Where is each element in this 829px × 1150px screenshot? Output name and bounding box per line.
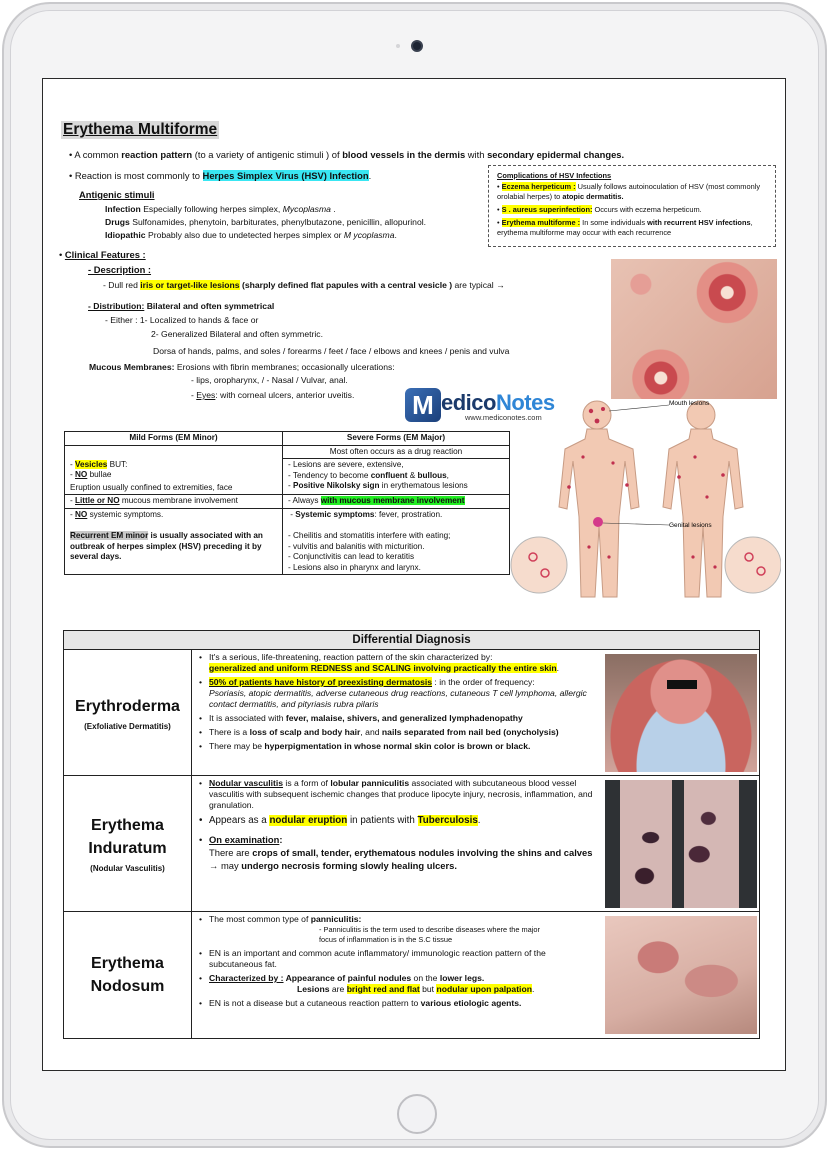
complication-saureus: • S . aureus superinfection: Occurs with eczema herpeticum. (497, 205, 702, 214)
sensor-dot (396, 44, 400, 48)
erythroderma-subtitle: (Exfoliative Dermatitis) (84, 721, 171, 731)
mucous-sites: - lips, oropharynx, / - Nasal / Vulvar, anal. (191, 375, 348, 385)
mild-mucous-cell: - Little or NO mucous membrane involvement (65, 495, 283, 509)
severe-drug-reaction: Most often occurs as a drug reaction (283, 445, 510, 459)
mild-empty (65, 445, 283, 459)
erythema-nodosum-description: • The most common type of panniculitis: - Panniculitis is the term used to describe diseases where the major focus of inflammation is in the S.C tissue • EN is an important and common acute inflammatory/ immunologic reaction pattern of the subcutaneous fat. • Characterized by : Appearance of painful nodules on the lower legs. Lesions are bright red and flat but nodular upon palpation. • EN is not a disease but a cutaneous reaction pattern to various etiologic agents. (199, 914, 597, 1012)
antigenic-list: Infection Especially following herpes simplex, Mycoplasma . Drugs Sulfonamides, phenytoin, barbiturates, phenylbutazone, penicillin, allopurinol. Idiopathic Probably also due to undetected herpes simplex or M ycoplasma. (105, 204, 427, 240)
erythroderma-row (64, 650, 759, 776)
home-button[interactable] (397, 1094, 437, 1134)
severe-lesions-cell: - Lesions are severe, extensive, - Tendency to become confluent & bullous, - Positive Nikolsky sign in erythematous lesions (283, 459, 510, 495)
intro-line-2: • Reaction is most commonly to Herpes Simplex Virus (HSV) Infection. (69, 170, 372, 181)
intro-line-1: • A common reaction pattern (to a variety of antigenic stimuli ) of blood vessels in the dermis with secondary epidermal changes. (69, 149, 625, 160)
em-forms-table (64, 431, 510, 575)
erythema-induratum-name: Erythema Induratum (88, 817, 167, 857)
distribution-either: - Either : 1- Localized to hands & face or (105, 315, 259, 325)
antigenic-heading: Antigenic stimuli (79, 189, 155, 200)
mild-forms-header: Mild Forms (EM Minor) (65, 432, 283, 446)
distribution-line: - Distribution: Bilateral and often symmetrical (88, 301, 275, 311)
erythema-induratum-description: • Nodular vasculitis is a form of lobular panniculitis associated with subcutaneous blood vessel vasculitis with subsequent ischemic changes that produce lipocyte injury, necrosis, inflammation, and granulation. • Appears as a nodular eruption in patients with Tuberculosis. • On examination: There are crops of small, tender, erythematous nodules involving the shins and calves → may undergo necrosis forming slowly healing ulcers. (199, 778, 597, 875)
distribution-sites: Dorsa of hands, palms, and soles / forearms / feet / face / elbows and knees / penis and vulva (153, 346, 510, 356)
erythema-nodosum-row (64, 912, 759, 1038)
clinical-heading: • Clinical Features : (59, 249, 146, 260)
erythema-induratum-row (64, 776, 759, 912)
complications-box (488, 165, 776, 247)
document-page (42, 78, 786, 1071)
severe-systemic-cell: - Systemic symptoms: fever, prostration. - Cheilitis and stomatitis interfere with eating; - vulvitis and balanitis with micturition. - Conjunctivitis can lead to keratitis - Lesions also in pharynx and larynx. (283, 508, 510, 575)
front-camera (411, 40, 423, 52)
erythema-nodosum-name: Erythema Nodosum (90, 955, 165, 995)
target-lesions-photo (611, 259, 777, 399)
page-title: Erythema Multiforme (63, 121, 218, 138)
erythroderma-description: • It's a serious, life-threatening, reaction pattern of the skin characterized by: generalized and uniform REDNESS and SCALING involving practically the entire skin. • 50% of patients have history of preexisting dermatosis : in the order of frequency: Psoriasis, atopic dermatitis, adverse cutaneous drug reactions, cutaneous T cell lymphoma, allergic contact dermatitis, and pityriasis rubra pilaris • It is associated with fever, malaise, shivers, and generalized lymphadenopathy • There is a loss of scalp and body hair, and nails separated from nail bed (onycholysis) • There may be hyperpigmentation in whose normal skin color is brown or black. (199, 652, 597, 755)
erythema-induratum-subtitle: (Nodular Vasculitis) (90, 864, 165, 873)
description-text: - Dull red iris or target-like lesions (sharply defined flat papules with a central vesicle ) are typical → (103, 280, 505, 290)
erythema-nodosum-photo (605, 916, 757, 1034)
mild-lesions-cell: - Vesicles BUT: - NO bullae Eruption usually confined to extremities, face (65, 459, 283, 495)
description-label: - Description : (88, 264, 152, 275)
genital-lesions-label: Genital lesions (669, 522, 712, 529)
mild-systemic-cell: - NO systemic symptoms. Recurrent EM minor is usually associated with an outbreak of herpes simplex (HSV) preceding it by several days. (65, 508, 283, 575)
erythema-induratum-photo (605, 780, 757, 908)
severe-mucous-cell: - Always with mucous membrane involvement (283, 495, 510, 509)
erythroderma-name: Erythroderma (75, 697, 180, 715)
differential-diagnosis-table (63, 630, 760, 1039)
complication-em: • Erythema multiforme : In some individuals with recurrent HSV infections, erythema multiforme may occur with each recurrence (497, 218, 753, 237)
erythroderma-photo (605, 654, 757, 772)
distribution-generalized: 2- Generalized Bilateral and often symmetric. (151, 329, 323, 339)
mucous-eyes: - Eyes: with corneal ulcers, anterior uveitis. (191, 390, 355, 400)
mouth-lesions-label: Mouth lesions (669, 400, 710, 407)
differential-heading: Differential Diagnosis (64, 631, 759, 650)
complication-eczema: • Eczema herpeticum : Usually follows autoinoculation of HSV (most commonly orolabial herpes) to atopic dermatitis. (497, 182, 761, 201)
mucous-membranes: Mucous Membranes: Erosions with fibrin membranes; occasionally ulcerations: (89, 362, 395, 372)
mediconotes-logo: M edicoNotes www.mediconotes.com (405, 388, 575, 424)
complications-title: Complications of HSV Infections (497, 171, 612, 180)
severe-forms-header: Severe Forms (EM Major) (283, 432, 510, 446)
body-distribution-figure (509, 397, 781, 619)
face-censor-bar (667, 680, 697, 689)
